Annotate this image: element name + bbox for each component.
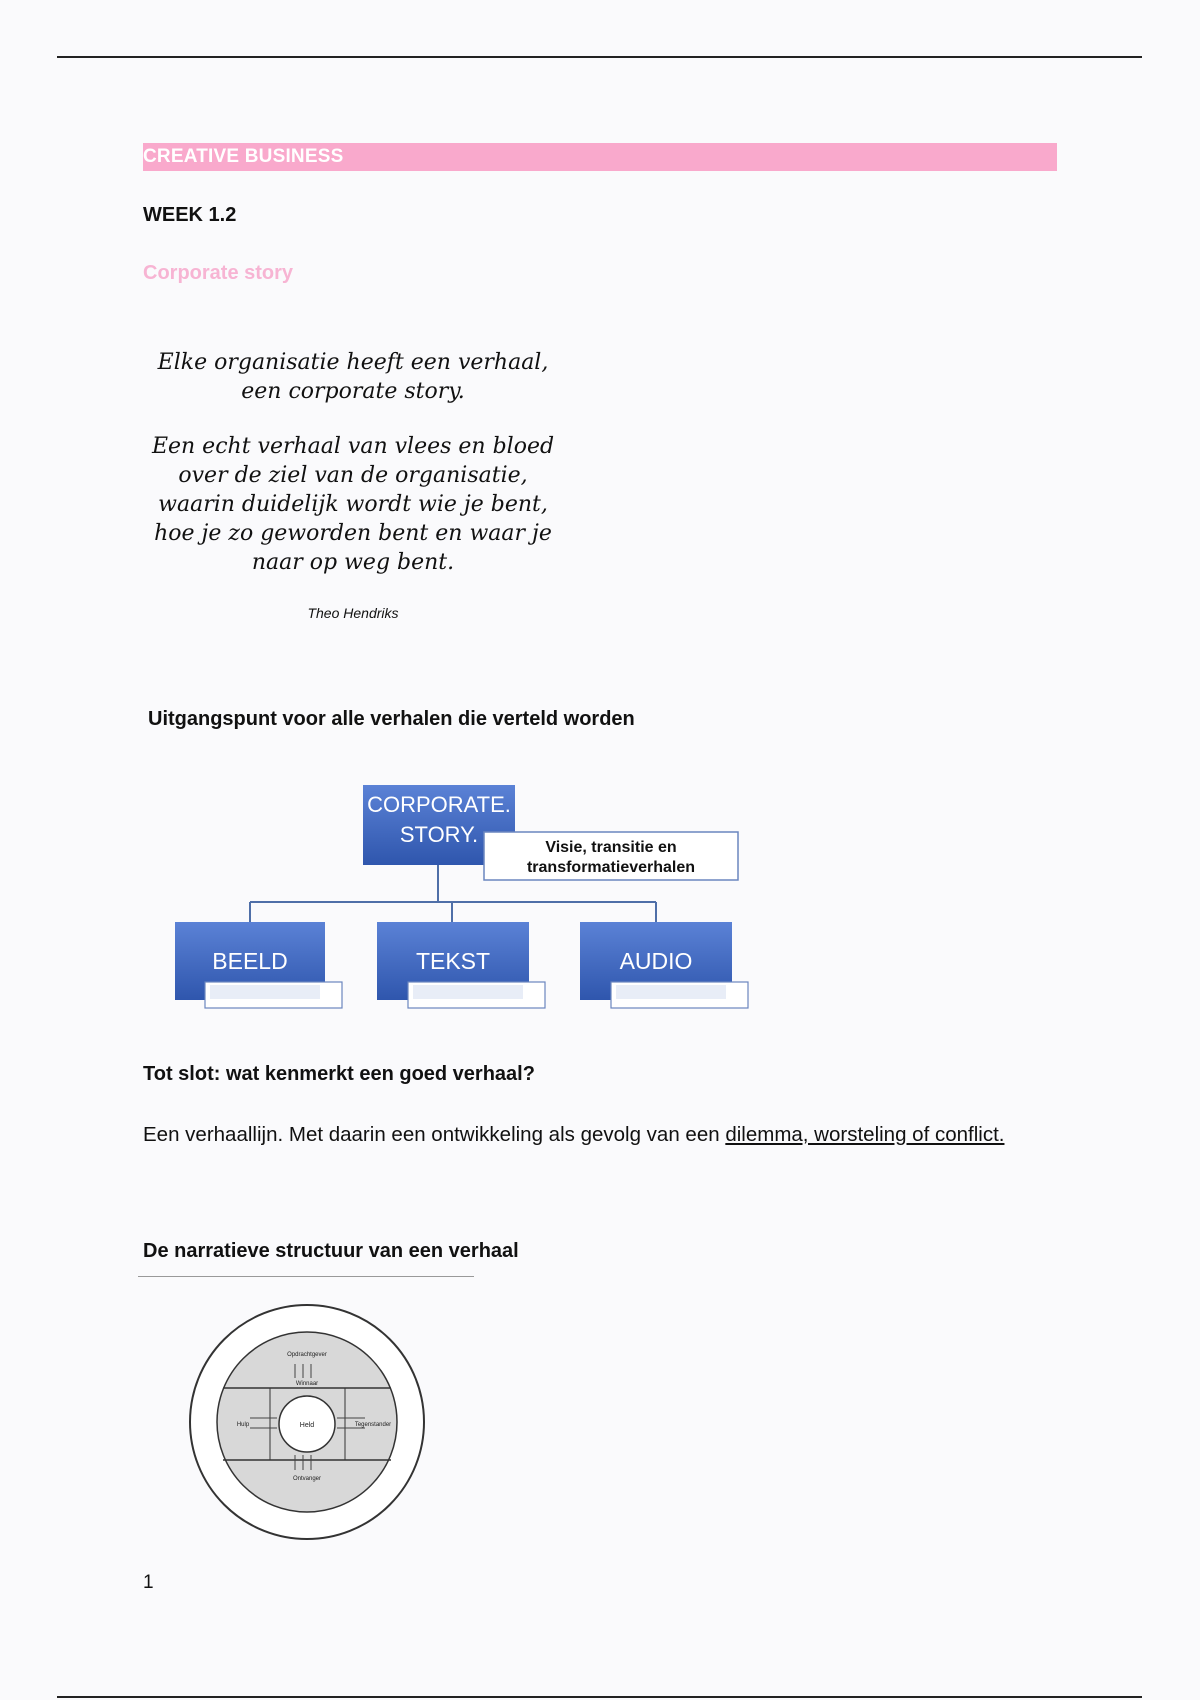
quote-line-2: Een echt verhaal van vlees en bloed over de ziel van de organisatie, waarin duidelijk wordt wie je bent, hoe je zo geworden bent en waar je naar op weg bent.	[151, 434, 555, 575]
corporate-story-diagram	[170, 780, 770, 1020]
page-number: 1	[143, 1572, 154, 1593]
label-right: Tegenstander	[354, 1422, 392, 1428]
label-top: Opdrachtgever	[287, 1352, 327, 1358]
course-banner: CREATIVE BUSINESS	[143, 143, 1057, 171]
root-label-2: STORY.	[399, 822, 479, 847]
paragraph-underlined: dilemma, worsteling of conflict.	[725, 1123, 1005, 1146]
story-paragraph	[143, 1120, 1023, 1149]
quote-line-1: Elke organisatie heeft een verhaal, een corporate story.	[157, 350, 549, 404]
header-rule	[57, 56, 1142, 58]
footer-rule	[57, 1696, 1142, 1698]
child-label-beeld: BEELD	[212, 948, 288, 974]
section-heading-narratief: De narratieve structuur van een verhaal	[143, 1240, 519, 1262]
quote-author: Theo Hendriks	[307, 605, 399, 621]
paragraph-text: Een verhaallijn. Met daarin een ontwikkeling als gevolg van een	[143, 1123, 726, 1146]
label-left: Hulp	[236, 1422, 250, 1428]
callout-line-1: Visie, transitie en	[545, 839, 677, 856]
week-heading: WEEK 1.2	[143, 204, 237, 226]
section-heading-totslot: Tot slot: wat kenmerkt een goed verhaal?	[143, 1063, 535, 1085]
section-heading-uitgangspunt: Uitgangspunt voor alle verhalen die verteld worden	[148, 708, 635, 730]
child-label-tekst: TEKST	[415, 948, 491, 974]
root-label-1: CORPORATE.	[367, 792, 511, 817]
child-label-audio: AUDIO	[619, 948, 693, 974]
label-upper: Winnaar	[295, 1381, 319, 1387]
label-center: Held	[299, 1422, 315, 1429]
quote-block	[143, 348, 563, 628]
label-bottom: Ontvanger	[292, 1476, 322, 1482]
heading-underline	[138, 1276, 474, 1277]
narrative-structure-diagram	[185, 1300, 430, 1545]
callout-line-2: transformatieverhalen	[526, 859, 696, 876]
topic-subtitle: Corporate story	[143, 262, 294, 284]
